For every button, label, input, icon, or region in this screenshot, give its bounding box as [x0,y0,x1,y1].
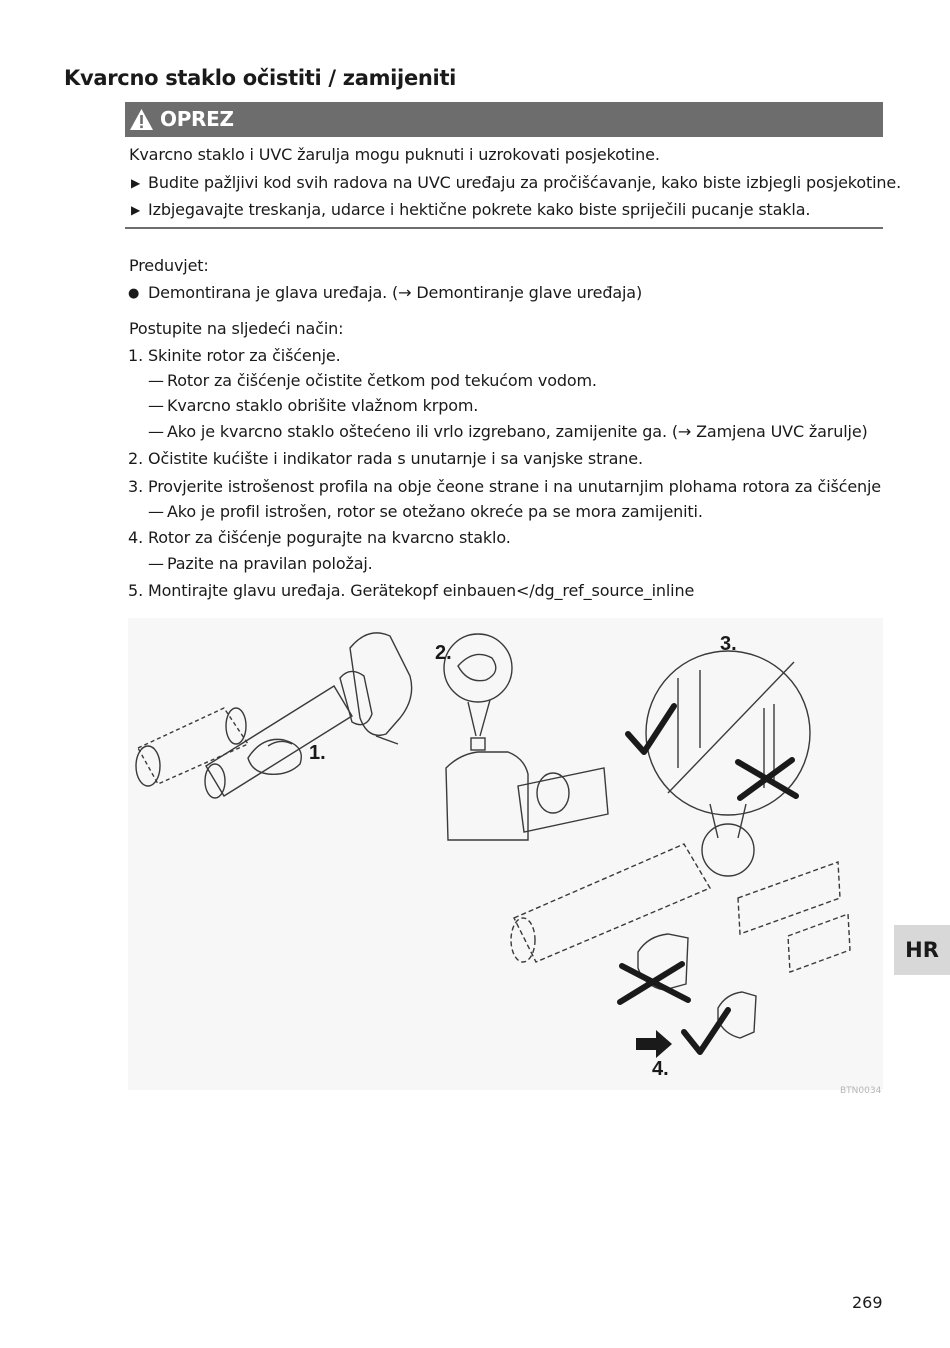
dash-icon: — [148,554,164,573]
figure-callout-4: 4. [652,1058,669,1080]
figure-callout-1: 1. [309,742,326,764]
warning-header [125,102,883,137]
warning-text: Kvarcno staklo i UVC žarulja mogu puknuti i uzrokovati posjekotine. [129,145,660,164]
step-text: Provjerite istrošenost profila na obje čeone strane i na unutarnjim plohama rotora za čišćenje [148,477,882,496]
dash-icon: — [148,502,164,521]
dash-icon: — [148,396,164,415]
prerequisite-label: Preduvjet: [129,256,209,275]
step-number: 4. [128,528,144,547]
step-text: Montirajte glavu uređaja. Gerätekopf einbauen</dg_ref_source_inline [148,581,695,600]
step-substep: Ako je kvarcno staklo oštećeno ili vrlo izgrebano, zamijenite ga. (→ Zamjena UVC žarulje) [167,422,868,441]
step-substep: Pazite na pravilan položaj. [167,554,373,573]
warning-item: Budite pažljivi kod svih radova na UVC uređaju za pročišćavanje, kako biste izbjegli posjekotine. [148,173,902,192]
figure-callout-2: 2. [435,642,452,664]
triangle-bullet-icon: ▶ [131,176,141,190]
page-title: Kvarcno staklo očistiti / zamijeniti [64,66,457,90]
step-number: 1. [128,346,144,365]
step-substep: Kvarcno staklo obrišite vlažnom krpom. [167,396,479,415]
step-number: 2. [128,449,144,468]
bullet-icon: ● [128,286,140,301]
language-tab: HR [894,925,950,975]
step-substep: Rotor za čišćenje očistite četkom pod tekućom vodom. [167,371,597,390]
step-text: Skinite rotor za čišćenje. [148,346,341,365]
triangle-bullet-icon: ▶ [131,203,141,217]
procedure-label: Postupite na sljedeći način: [129,319,344,338]
page-number: 269 [852,1293,883,1312]
step-text: Rotor za čišćenje pogurajte na kvarcno staklo. [148,528,511,547]
warning-divider [125,227,883,229]
figure-callout-3: 3. [720,633,737,655]
warning-item: Izbjegavajte treskanja, udarce i hektične pokrete kako biste spriječili pucanje stakla. [148,200,811,219]
prerequisite-item: Demontirana je glava uređaja. (→ Demontiranje glave uređaja) [148,283,643,302]
step-number: 3. [128,477,144,496]
dash-icon: — [148,371,164,390]
warning-triangle-icon [129,108,154,131]
cleaning-illustration [128,618,883,1090]
step-number: 5. [128,581,144,600]
step-text: Očistite kućište i indikator rada s unutarnje i sa vanjske strane. [148,449,643,468]
warning-label: OPREZ [160,107,234,131]
figure-code: BTN0034 [840,1086,882,1096]
dash-icon: — [148,422,164,441]
step-substep: Ako je profil istrošen, rotor se otežano okreće pa se mora zamijeniti. [167,502,703,521]
